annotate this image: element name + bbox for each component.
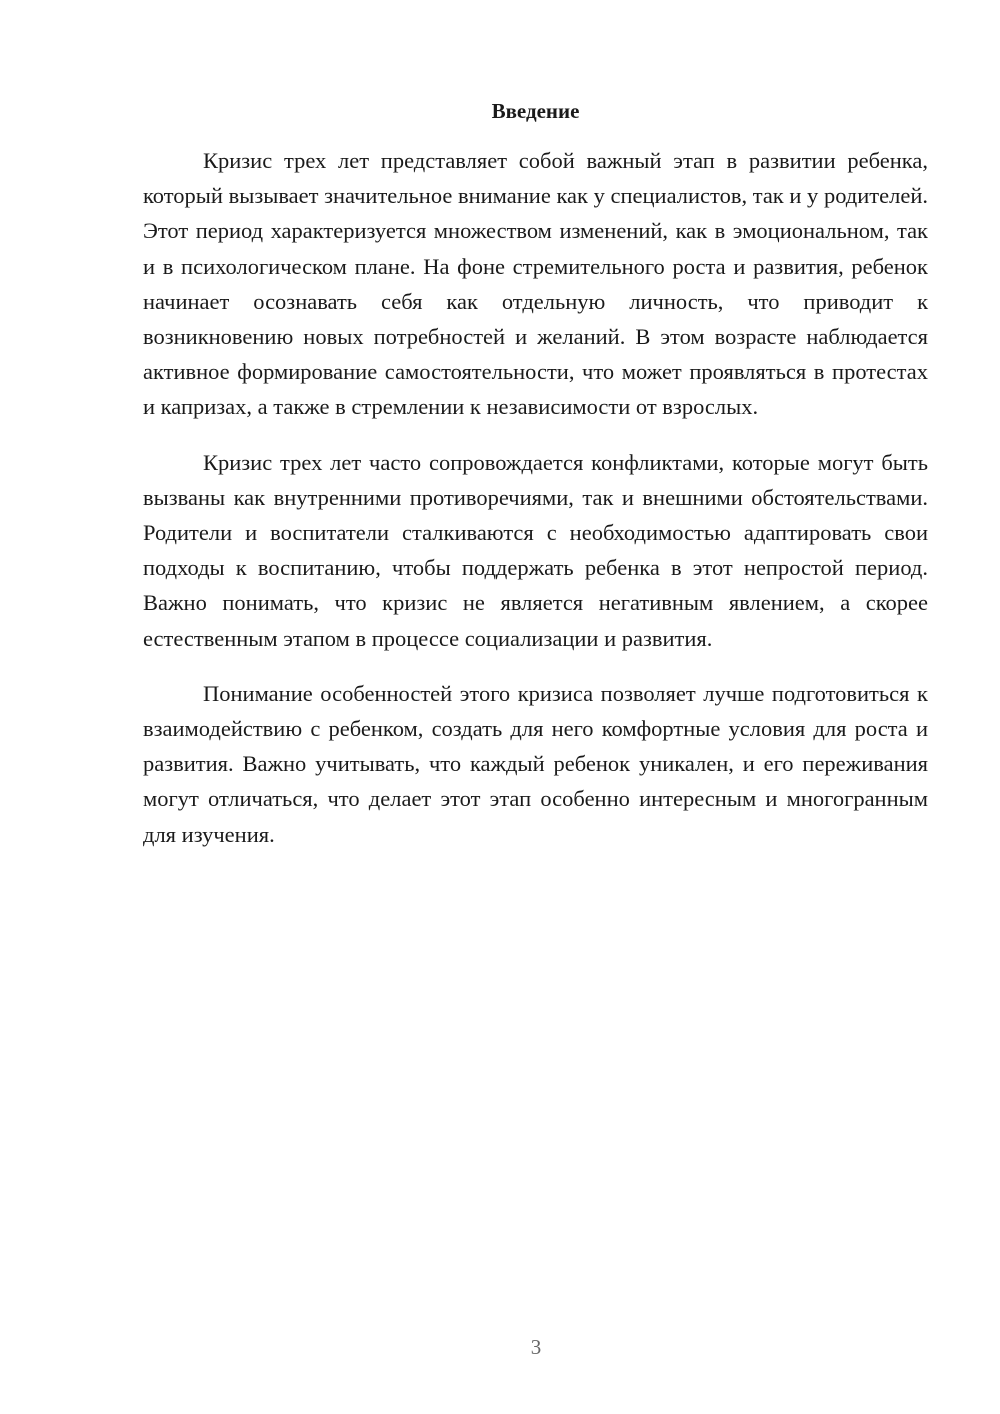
paragraph-3: Понимание особенностей этого кризиса позволяет лучше подготовиться к взаимодействию с ребенком, создать для него комфортные условия для роста и развития. Важно учитывать, что каждый ребенок уникален, и его переживания могут отличаться, что делает этот этап особенно интересным и многогранным для изучения. [143,680,928,847]
paragraph-2: Кризис трех лет часто сопровождается конфликтами, которые могут быть вызваны как внутренними противоречиями, так и внешними обстоятельствами. Родители и воспитатели сталкиваются с необходимостью адаптировать свои подходы к воспитанию, чтобы поддержать ребенка в этот непростой период. Важно понимать, что кризис не является негативным явлением, а скорее естественным этапом в процессе социализации и развития. [143,449,928,651]
paragraph-1: Кризис трех лет представляет собой важный этап в развитии ребенка, который вызывает значительное внимание как у специалистов, так и у родителей. Этот период характеризуется множеством изменений, как в эмоциональном, так и в психологическом плане. На фоне стремительного роста и развития, ребенок начинает осознавать себя как отдельную личность, что приводит к возникновению новых потребностей и желаний. В этом возрасте наблюдается активное формирование самостоятельности, что может проявляться в протестах и капризах, а также в стремлении к независимости от взрослых. [143,148,928,420]
page-number: 3 [530,1335,542,1359]
section-heading: Введение [491,99,580,123]
body-text [143,143,928,872]
